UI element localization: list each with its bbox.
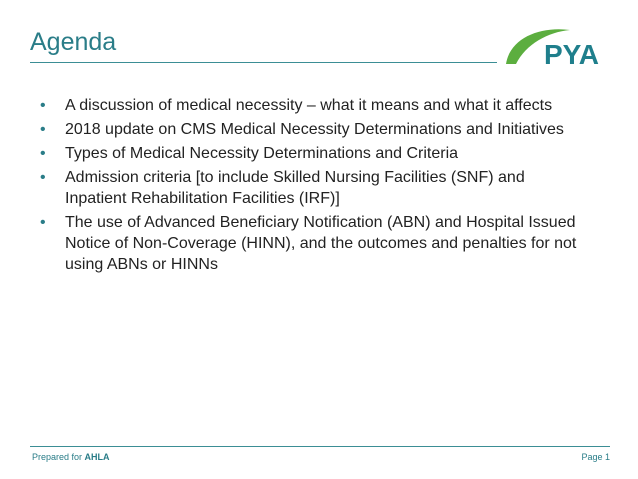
- agenda-list: [40, 95, 580, 278]
- client-name: AHLA: [84, 452, 110, 462]
- footer-prepared-for: [32, 452, 110, 462]
- bullet-icon: •: [40, 169, 46, 186]
- list-item: [40, 212, 580, 275]
- agenda-item-text: A discussion of medical necessity – what it means and what it affects: [65, 97, 553, 114]
- list-item: [40, 167, 580, 209]
- agenda-item-text: Admission criteria [to include Skilled Nursing Facilities (SNF) and Inpatient Rehabilitation Facilities (IRF)]: [65, 169, 525, 207]
- title-divider: [30, 62, 497, 63]
- list-item: [40, 119, 580, 140]
- bullet-icon: •: [40, 145, 46, 162]
- bullet-icon: •: [40, 121, 46, 138]
- agenda-item-text: The use of Advanced Beneficiary Notification (ABN) and Hospital Issued Notice of Non-Coverage (HINN), and the outcomes and penalties for not using ABNs or HINNs: [65, 214, 577, 273]
- bullet-icon: •: [40, 97, 46, 114]
- page-number: Page 1: [581, 452, 610, 462]
- footer-divider: [30, 446, 610, 447]
- agenda-item-text: 2018 update on CMS Medical Necessity Determinations and Initiatives: [65, 121, 564, 138]
- agenda-item-text: Types of Medical Necessity Determinations and Criteria: [65, 145, 459, 162]
- pya-logo: [500, 24, 612, 68]
- list-item: [40, 143, 580, 164]
- bullet-icon: •: [40, 214, 46, 231]
- prepared-for-label: Prepared for: [32, 452, 83, 462]
- slide-title: Agenda: [30, 28, 117, 56]
- logo-text: PYA: [544, 39, 600, 68]
- list-item: [40, 95, 580, 116]
